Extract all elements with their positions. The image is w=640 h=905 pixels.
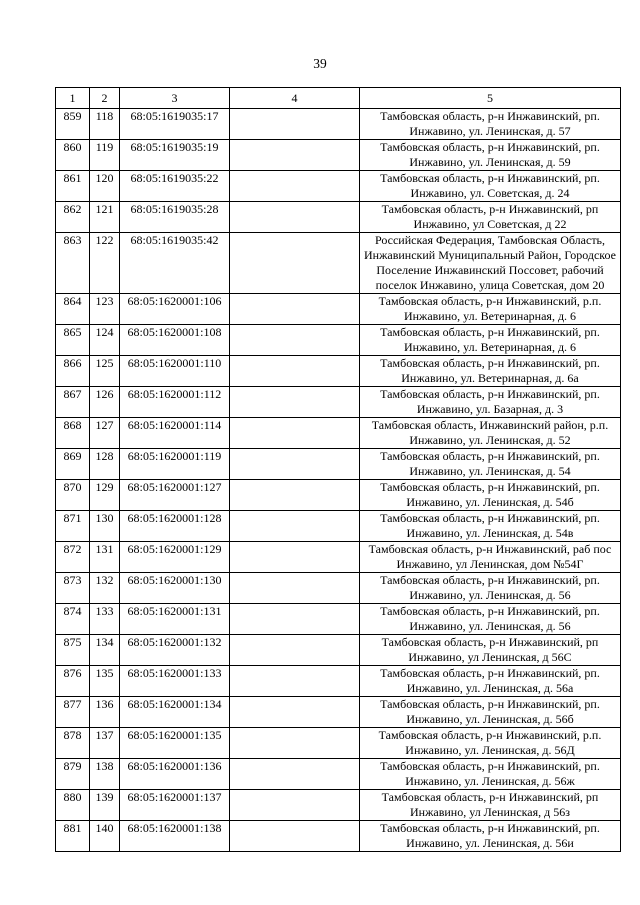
col4-cell bbox=[230, 202, 360, 233]
cadastral-number-cell: 68:05:1619035:17 bbox=[120, 109, 230, 140]
cadastral-number-cell: 68:05:1620001:108 bbox=[120, 325, 230, 356]
table-row bbox=[56, 202, 621, 233]
address-cell: Тамбовская область, р-н Инжавинский, рп. Инжавино, ул. Ленинская, д. 54б bbox=[360, 480, 621, 511]
address-cell: Тамбовская область, р-н Инжавинский, рп. Инжавино, ул. Ленинская, д. 57 bbox=[360, 109, 621, 140]
sub-number-cell: 131 bbox=[90, 542, 120, 573]
row-number-cell: 872 bbox=[56, 542, 90, 573]
cadastral-number-cell: 68:05:1620001:112 bbox=[120, 387, 230, 418]
sub-number-cell: 140 bbox=[90, 821, 120, 852]
table-row bbox=[56, 356, 621, 387]
sub-number-cell: 126 bbox=[90, 387, 120, 418]
table-row bbox=[56, 666, 621, 697]
row-number-cell: 877 bbox=[56, 697, 90, 728]
header-row bbox=[56, 88, 621, 109]
table-row bbox=[56, 140, 621, 171]
header-col-2: 2 bbox=[90, 88, 120, 109]
page-number: 39 bbox=[313, 56, 327, 71]
row-number-cell: 875 bbox=[56, 635, 90, 666]
cadastral-number-cell: 68:05:1620001:128 bbox=[120, 511, 230, 542]
table-header bbox=[56, 88, 621, 109]
table-row bbox=[56, 697, 621, 728]
sub-number-cell: 130 bbox=[90, 511, 120, 542]
sub-number-cell: 134 bbox=[90, 635, 120, 666]
address-cell: Тамбовская область, р-н Инжавинский, рп. Инжавино, ул. Ветеринарная, д. 6а bbox=[360, 356, 621, 387]
col4-cell bbox=[230, 790, 360, 821]
sub-number-cell: 128 bbox=[90, 449, 120, 480]
cadastral-number-cell: 68:05:1620001:137 bbox=[120, 790, 230, 821]
table-row bbox=[56, 325, 621, 356]
sub-number-cell: 132 bbox=[90, 573, 120, 604]
col4-cell bbox=[230, 140, 360, 171]
col4-cell bbox=[230, 635, 360, 666]
address-cell: Тамбовская область, р-н Инжавинский, рп. Инжавино, ул. Ленинская, д. 56 bbox=[360, 573, 621, 604]
row-number-cell: 870 bbox=[56, 480, 90, 511]
row-number-cell: 862 bbox=[56, 202, 90, 233]
cadastral-number-cell: 68:05:1620001:119 bbox=[120, 449, 230, 480]
row-number-cell: 868 bbox=[56, 418, 90, 449]
address-cell: Тамбовская область, р-н Инжавинский, р.п. Инжавино, ул. Ленинская, д. 56Д bbox=[360, 728, 621, 759]
cadastral-number-cell: 68:05:1620001:136 bbox=[120, 759, 230, 790]
header-col-3: 3 bbox=[120, 88, 230, 109]
table-row bbox=[56, 542, 621, 573]
row-number-cell: 869 bbox=[56, 449, 90, 480]
header-col-4: 4 bbox=[230, 88, 360, 109]
row-number-cell: 880 bbox=[56, 790, 90, 821]
col4-cell bbox=[230, 604, 360, 635]
table-row bbox=[56, 759, 621, 790]
sub-number-cell: 123 bbox=[90, 294, 120, 325]
row-number-cell: 859 bbox=[56, 109, 90, 140]
col4-cell bbox=[230, 325, 360, 356]
row-number-cell: 878 bbox=[56, 728, 90, 759]
table-row bbox=[56, 821, 621, 852]
col4-cell bbox=[230, 418, 360, 449]
cadastral-number-cell: 68:05:1619035:28 bbox=[120, 202, 230, 233]
cadastral-number-cell: 68:05:1620001:133 bbox=[120, 666, 230, 697]
row-number-cell: 864 bbox=[56, 294, 90, 325]
row-number-cell: 861 bbox=[56, 171, 90, 202]
address-cell: Тамбовская область, р-н Инжавинский, раб пос Инжавино, ул Ленинская, дом №54Г bbox=[360, 542, 621, 573]
table-row bbox=[56, 449, 621, 480]
address-cell: Российская Федерация, Тамбовская Область, Инжавинский Муниципальный Район, Городское Поселение Инжавинский Поссовет, рабочий поселок Инжавино, улица Советская, дом 20 bbox=[360, 233, 621, 294]
table-row bbox=[56, 728, 621, 759]
row-number-cell: 871 bbox=[56, 511, 90, 542]
table-body bbox=[56, 109, 621, 852]
col4-cell bbox=[230, 759, 360, 790]
col4-cell bbox=[230, 109, 360, 140]
col4-cell bbox=[230, 171, 360, 202]
col4-cell bbox=[230, 542, 360, 573]
sub-number-cell: 129 bbox=[90, 480, 120, 511]
address-cell: Тамбовская область, р-н Инжавинский, рп. Инжавино, ул. Ленинская, д. 56 bbox=[360, 604, 621, 635]
address-cell: Тамбовская область, р-н Инжавинский, рп Инжавино, ул Ленинская, д 56з bbox=[360, 790, 621, 821]
cadastral-number-cell: 68:05:1620001:110 bbox=[120, 356, 230, 387]
address-cell: Тамбовская область, р-н Инжавинский, рп. Инжавино, ул. Ленинская, д. 59 bbox=[360, 140, 621, 171]
col4-cell bbox=[230, 573, 360, 604]
address-cell: Тамбовская область, р-н Инжавинский, рп Инжавино, ул Ленинская, д 56С bbox=[360, 635, 621, 666]
table-row bbox=[56, 480, 621, 511]
sub-number-cell: 133 bbox=[90, 604, 120, 635]
cadastral-number-cell: 68:05:1619035:19 bbox=[120, 140, 230, 171]
sub-number-cell: 127 bbox=[90, 418, 120, 449]
col4-cell bbox=[230, 511, 360, 542]
address-cell: Тамбовская область, р-н Инжавинский, рп. Инжавино, ул. Ленинская, д. 56и bbox=[360, 821, 621, 852]
col4-cell bbox=[230, 233, 360, 294]
col4-cell bbox=[230, 821, 360, 852]
sub-number-cell: 137 bbox=[90, 728, 120, 759]
cadastral-number-cell: 68:05:1620001:132 bbox=[120, 635, 230, 666]
cadastral-number-cell: 68:05:1620001:106 bbox=[120, 294, 230, 325]
row-number-cell: 865 bbox=[56, 325, 90, 356]
table-row bbox=[56, 233, 621, 294]
table-row bbox=[56, 511, 621, 542]
row-number-cell: 874 bbox=[56, 604, 90, 635]
col4-cell bbox=[230, 387, 360, 418]
row-number-cell: 881 bbox=[56, 821, 90, 852]
address-cell: Тамбовская область, р-н Инжавинский, рп. Инжавино, ул. Ленинская, д. 54 bbox=[360, 449, 621, 480]
row-number-cell: 879 bbox=[56, 759, 90, 790]
table-row bbox=[56, 573, 621, 604]
address-cell: Тамбовская область, Инжавинский район, р.п. Инжавино, ул. Ленинская, д. 52 bbox=[360, 418, 621, 449]
cadastral-number-cell: 68:05:1620001:114 bbox=[120, 418, 230, 449]
sub-number-cell: 136 bbox=[90, 697, 120, 728]
cadastral-number-cell: 68:05:1620001:127 bbox=[120, 480, 230, 511]
sub-number-cell: 121 bbox=[90, 202, 120, 233]
row-number-cell: 867 bbox=[56, 387, 90, 418]
sub-number-cell: 119 bbox=[90, 140, 120, 171]
sub-number-cell: 122 bbox=[90, 233, 120, 294]
address-cell: Тамбовская область, р-н Инжавинский, рп. Инжавино, ул. Ленинская, д. 56ж bbox=[360, 759, 621, 790]
col4-cell bbox=[230, 728, 360, 759]
cadastral-number-cell: 68:05:1619035:22 bbox=[120, 171, 230, 202]
table-row bbox=[56, 387, 621, 418]
row-number-cell: 866 bbox=[56, 356, 90, 387]
table-row bbox=[56, 109, 621, 140]
col4-cell bbox=[230, 666, 360, 697]
sub-number-cell: 138 bbox=[90, 759, 120, 790]
cadastral-number-cell: 68:05:1619035:42 bbox=[120, 233, 230, 294]
address-cell: Тамбовская область, р-н Инжавинский, рп. Инжавино, ул. Ленинская, д. 56а bbox=[360, 666, 621, 697]
header-col-1: 1 bbox=[56, 88, 90, 109]
table-row bbox=[56, 418, 621, 449]
table-row bbox=[56, 635, 621, 666]
address-cell: Тамбовская область, р-н Инжавинский, рп. Инжавино, ул. Советская, д. 24 bbox=[360, 171, 621, 202]
col4-cell bbox=[230, 449, 360, 480]
address-cell: Тамбовская область, р-н Инжавинский, рп. Инжавино, ул. Ленинская, д. 56б bbox=[360, 697, 621, 728]
sub-number-cell: 118 bbox=[90, 109, 120, 140]
cadastral-number-cell: 68:05:1620001:129 bbox=[120, 542, 230, 573]
sub-number-cell: 125 bbox=[90, 356, 120, 387]
address-cell: Тамбовская область, р-н Инжавинский, р.п. Инжавино, ул. Ветеринарная, д. 6 bbox=[360, 294, 621, 325]
cadastral-number-cell: 68:05:1620001:135 bbox=[120, 728, 230, 759]
col4-cell bbox=[230, 697, 360, 728]
row-number-cell: 876 bbox=[56, 666, 90, 697]
sub-number-cell: 139 bbox=[90, 790, 120, 821]
cadastral-number-cell: 68:05:1620001:138 bbox=[120, 821, 230, 852]
col4-cell bbox=[230, 294, 360, 325]
row-number-cell: 860 bbox=[56, 140, 90, 171]
registry-table bbox=[55, 87, 621, 852]
address-cell: Тамбовская область, р-н Инжавинский, рп. Инжавино, ул. Базарная, д. 3 bbox=[360, 387, 621, 418]
cadastral-number-cell: 68:05:1620001:131 bbox=[120, 604, 230, 635]
cadastral-number-cell: 68:05:1620001:130 bbox=[120, 573, 230, 604]
sub-number-cell: 124 bbox=[90, 325, 120, 356]
cadastral-number-cell: 68:05:1620001:134 bbox=[120, 697, 230, 728]
sub-number-cell: 135 bbox=[90, 666, 120, 697]
address-cell: Тамбовская область, р-н Инжавинский, рп Инжавино, ул Советская, д 22 bbox=[360, 202, 621, 233]
table-row bbox=[56, 171, 621, 202]
sub-number-cell: 120 bbox=[90, 171, 120, 202]
header-col-5: 5 bbox=[360, 88, 621, 109]
row-number-cell: 873 bbox=[56, 573, 90, 604]
col4-cell bbox=[230, 356, 360, 387]
address-cell: Тамбовская область, р-н Инжавинский, рп. Инжавино, ул. Ленинская, д. 54в bbox=[360, 511, 621, 542]
address-cell: Тамбовская область, р-н Инжавинский, рп. Инжавино, ул. Ветеринарная, д. 6 bbox=[360, 325, 621, 356]
col4-cell bbox=[230, 480, 360, 511]
table-row bbox=[56, 604, 621, 635]
table-row bbox=[56, 294, 621, 325]
table-row bbox=[56, 790, 621, 821]
row-number-cell: 863 bbox=[56, 233, 90, 294]
